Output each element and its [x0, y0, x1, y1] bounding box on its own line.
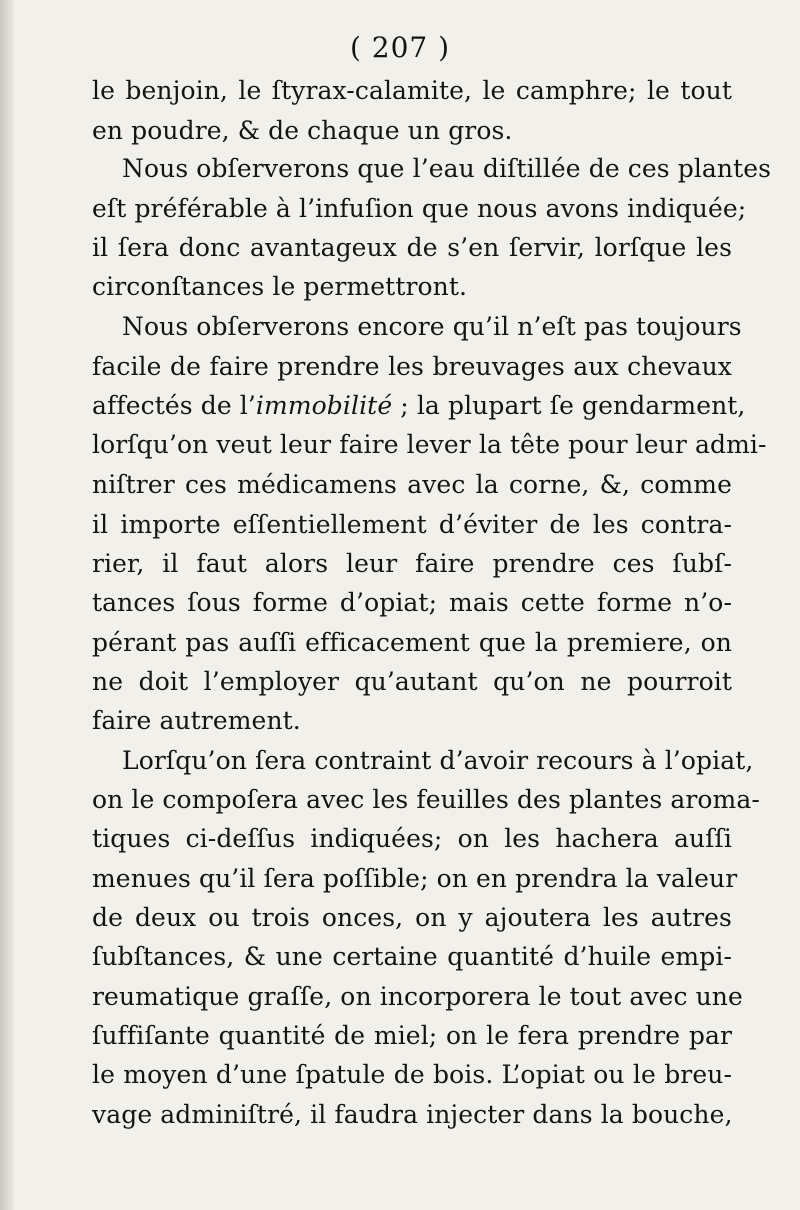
text-line: reumatique graſſe, on incorporera le tout avec une: [92, 982, 743, 1011]
text-line: Nous obſerverons encore qu’il n’eſt pas toujours: [122, 312, 742, 341]
text-line: de deux ou trois onces, on y ajoutera les autres: [92, 903, 732, 932]
text-line: niſtrer ces médicamens avec la corne, &, comme: [92, 470, 732, 499]
text-line: circonſtances le permettront.: [92, 272, 468, 301]
text-line: le moyen d’une ſpatule de bois. L’opiat ou le breu-: [92, 1060, 732, 1089]
text-line: il importe eſſentiellement d’éviter de les contra-: [92, 510, 732, 539]
text-line: rier, il faut alors leur faire prendre ces ſubſ-: [92, 549, 732, 578]
text-line: faire autrement.: [92, 706, 301, 735]
text-line: tances ſous forme d’opiat; mais cette forme n’o-: [92, 588, 732, 617]
text-line: Nous obſerverons que l’eau diſtillée de ces plantes: [122, 154, 772, 183]
text-line: on le compoſera avec les feuilles des plantes aroma-: [92, 785, 760, 814]
text-line: pérant pas auſſi efficacement que la premiere, on: [92, 628, 732, 657]
page-number: ( 207 ): [349, 31, 451, 64]
text-line: ſuffiſante quantité de miel; on le fera prendre par: [92, 1021, 732, 1050]
text-line: menues qu’il ſera poſſible; on en prendra la valeur: [92, 864, 738, 893]
italic-term: immobilité: [255, 391, 393, 420]
text-line: ſubſtances, & une certaine quantité d’huile empi-: [92, 942, 732, 971]
text-line: vage adminiſtré, il faudra injecter dans la bouche,: [92, 1100, 733, 1129]
text-line: eſt préférable à l’infuſion que nous avons indiquée;: [92, 194, 747, 223]
text-line: lorſqu’on veut leur faire lever la tête pour leur admi-: [92, 430, 767, 459]
text-line: ne doit l’employer qu’autant qu’on ne pourroit: [92, 667, 732, 696]
text-line: tiques ci-deſſus indiquées; on les hachera auſſi: [92, 824, 732, 853]
text-line-with-italic: [92, 387, 746, 425]
text-line: en poudre, & de chaque un gros.: [92, 116, 513, 145]
text-line: le benjoin, le ſtyrax-calamite, le camphre; le tout: [92, 76, 732, 105]
text-line: facile de faire prendre les breuvages aux chevaux: [92, 352, 732, 381]
text-line: il ſera donc avantageux de s’en ſervir, lorſque les: [92, 233, 732, 262]
text-line: Lorſqu’on ſera contraint d’avoir recours à l’opiat,: [122, 746, 754, 775]
text-segment: affectés de l’: [92, 391, 256, 420]
text-segment: ; la plupart ſe gendarment,: [392, 391, 746, 420]
